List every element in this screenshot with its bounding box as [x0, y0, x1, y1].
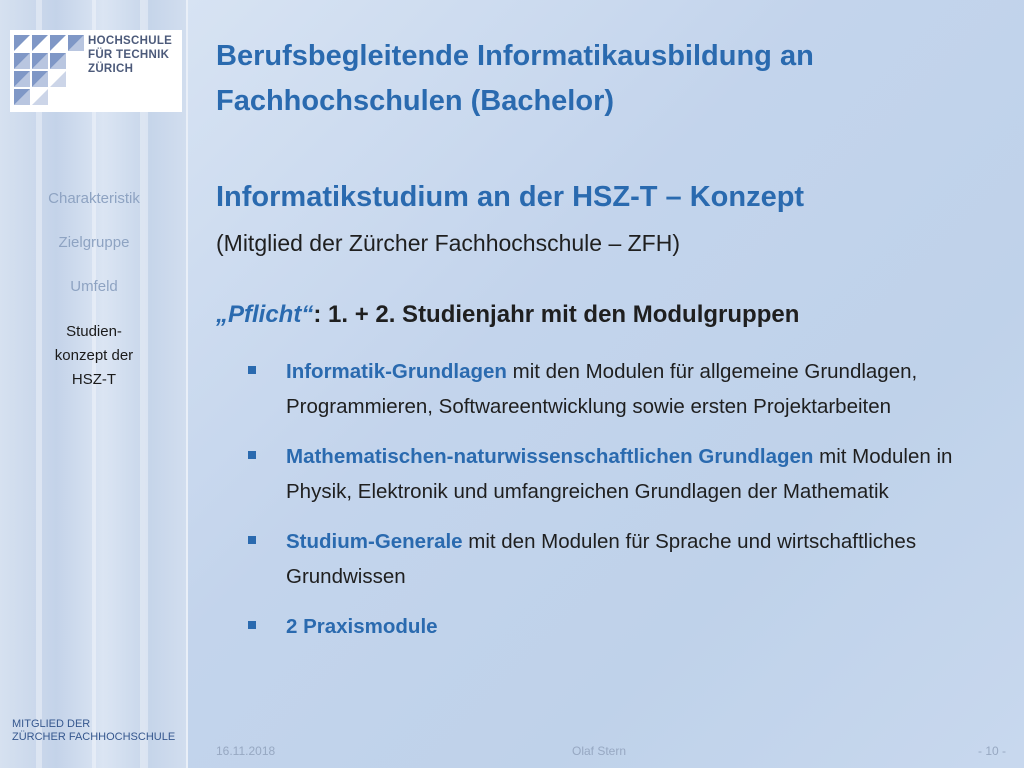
list-item — [244, 439, 1014, 509]
sidebar-item-label: konzept der — [54, 347, 134, 364]
sidebar — [0, 0, 188, 768]
slide-title-line: Fachhochschulen (Bachelor) — [216, 85, 615, 117]
logo-text-line: HOCHSCHULE — [88, 35, 173, 47]
hsz-t-logo — [10, 30, 182, 112]
pflicht-text: : 1. + 2. Studienjahr mit den Modulgruppen — [313, 301, 800, 328]
bullet-square-icon — [248, 451, 256, 459]
logo-text — [88, 34, 180, 76]
footer-author: Olaf Stern — [572, 744, 627, 758]
bullet-highlight: Informatik-Grundlagen — [286, 360, 507, 383]
bullet-highlight: Studium-Generale — [286, 530, 463, 553]
slide-heading: Informatikstudium an der HSZ-T – Konzept — [216, 181, 805, 213]
logo-mark-icon — [12, 33, 86, 109]
member-line: MITGLIED DER — [12, 718, 91, 730]
logo-text-line: FÜR TECHNIK — [88, 49, 170, 61]
list-item — [244, 354, 1014, 424]
bullet-text: mit Modulen in Physik, Elektronik und umfangreichen Grundlagen der Mathematik — [286, 445, 953, 503]
list-item — [244, 609, 1014, 644]
sidebar-item-zielgruppe[interactable]: Zielgruppe — [58, 234, 130, 251]
slide-title — [216, 34, 1006, 124]
sidebar-item-studienkonzept[interactable] — [0, 320, 188, 392]
sidebar-item-label: HSZ-T — [71, 371, 117, 388]
list-item — [244, 524, 1014, 594]
bullet-square-icon — [248, 366, 256, 374]
pflicht-emphasis: „Pflicht“ — [216, 301, 314, 328]
bullet-list — [244, 354, 1014, 659]
footer-date: 16.11.2018 — [216, 744, 276, 758]
zfh-member-label — [12, 718, 175, 744]
pflicht-heading — [216, 297, 799, 333]
bullet-square-icon — [248, 621, 256, 629]
bullet-square-icon — [248, 536, 256, 544]
slide-title-line: Berufsbegleitende Informatikausbildung an — [216, 40, 814, 72]
bullet-highlight: Mathematischen-naturwissenschaftlichen Grundlagen — [286, 445, 814, 468]
member-line: ZÜRCHER FACHHOCHSCHULE — [12, 731, 176, 743]
logo-text-line: ZÜRICH — [88, 63, 134, 75]
bullet-text: mit den Modulen für Sprache und wirtschaftliches Grundwissen — [286, 530, 917, 588]
bullet-text: mit den Modulen für allgemeine Grundlagen, Programmieren, Softwareentwicklung sowie ersten Projektarbeiten — [286, 360, 918, 418]
footer-page-number: - 10 - — [978, 744, 1007, 758]
sidebar-item-umfeld[interactable]: Umfeld — [70, 278, 118, 295]
sidebar-item-label: Studien- — [66, 323, 122, 340]
sidebar-item-charakteristik[interactable]: Charakteristik — [48, 190, 140, 207]
slide-subtitle: (Mitglied der Zürcher Fachhochschule – ZFH) — [216, 230, 680, 256]
bullet-highlight: 2 Praxismodule — [286, 615, 438, 638]
